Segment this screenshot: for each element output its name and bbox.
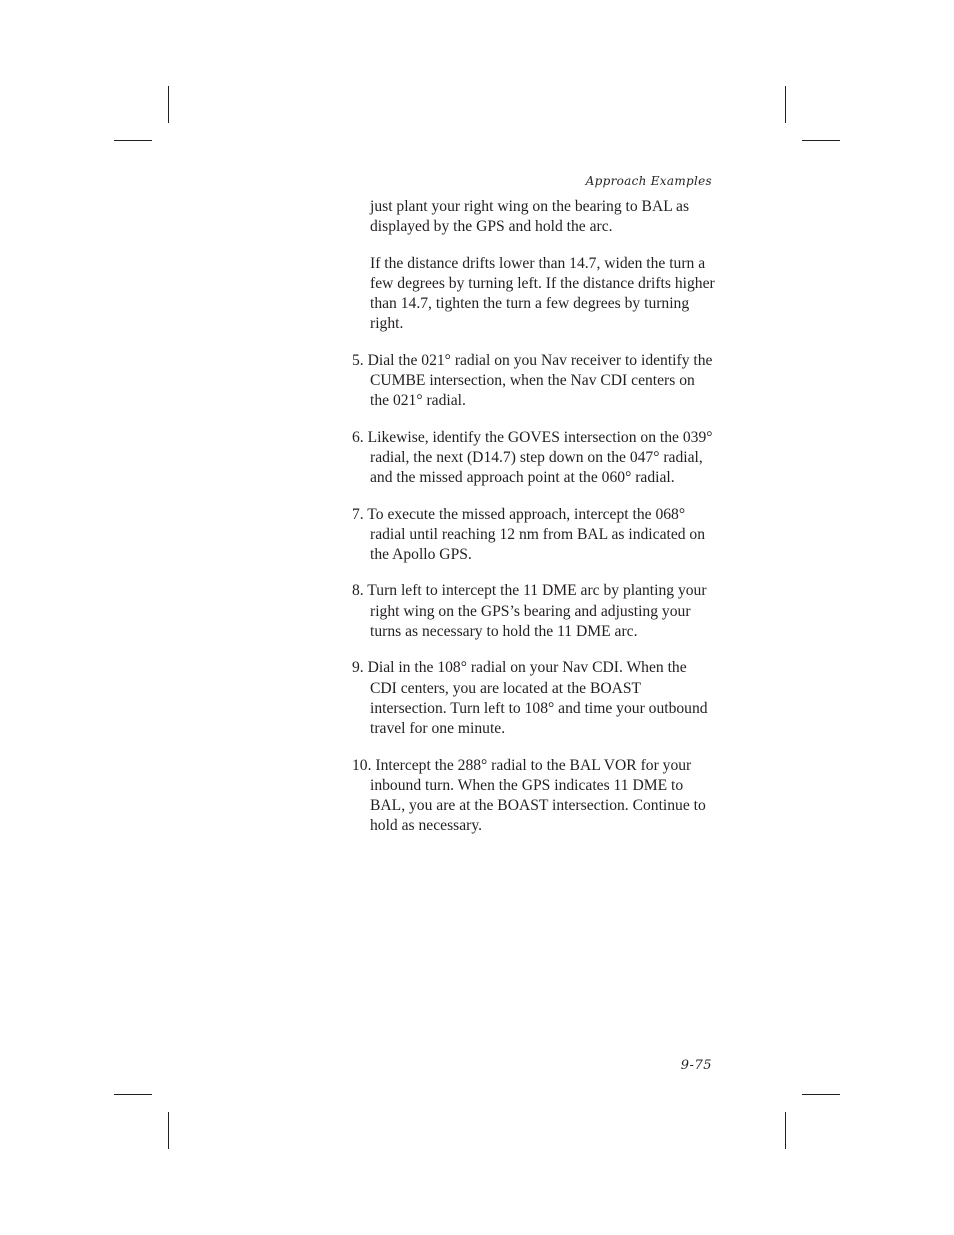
step-6: 6. Likewise, identify the GOVES intersection on the 039° radial, the next (D14.7) step down on the 047° radial, and the missed approach point at the 060° radial.: [352, 428, 713, 487]
crop-mark-bottom-left-vertical: [168, 1112, 169, 1149]
crop-mark-top-right-horizontal: [802, 140, 840, 141]
step-5: 5. Dial the 021° radial on you Nav receiver to identify the CUMBE intersection, when the Nav CDI centers on the 021° radial.: [352, 351, 713, 410]
crop-mark-bottom-right-horizontal: [802, 1094, 840, 1095]
paragraph-distance-drift: If the distance drifts lower than 14.7, widen the turn a few degrees by turning left. If the distance drifts higher than 14.7, tighten the turn a few degrees by turning right.: [370, 254, 715, 333]
crop-mark-top-left-vertical: [168, 86, 169, 123]
crop-mark-top-left-horizontal: [114, 140, 152, 141]
step-10: 10. Intercept the 288° radial to the BAL VOR for your inbound turn. When the GPS indicates 11 DME to BAL, you are at the BOAST intersection. Continue to hold as necessary.: [352, 756, 706, 835]
running-head: Approach Examples: [585, 174, 712, 188]
crop-mark-bottom-left-horizontal: [114, 1094, 152, 1095]
page-number: 9-75: [680, 1058, 712, 1073]
step-9: 9. Dial in the 108° radial on your Nav CDI. When the CDI centers, you are located at the BOAST intersection. Turn left to 108° and time your outbound travel for one minute.: [352, 659, 708, 738]
step-8: 8. Turn left to intercept the 11 DME arc by planting your right wing on the GPS’s bearing and adjusting your turns as necessary to hold the 11 DME arc.: [352, 582, 707, 641]
step-7: 7. To execute the missed approach, intercept the 068° radial until reaching 12 nm from BAL as indicated on the Apollo GPS.: [352, 505, 706, 564]
crop-mark-bottom-right-vertical: [785, 1112, 786, 1149]
paragraph-continuation: just plant your right wing on the bearing to BAL as displayed by the GPS and hold the arc.: [370, 198, 690, 236]
crop-mark-top-right-vertical: [785, 86, 786, 123]
page-body: [352, 197, 716, 853]
